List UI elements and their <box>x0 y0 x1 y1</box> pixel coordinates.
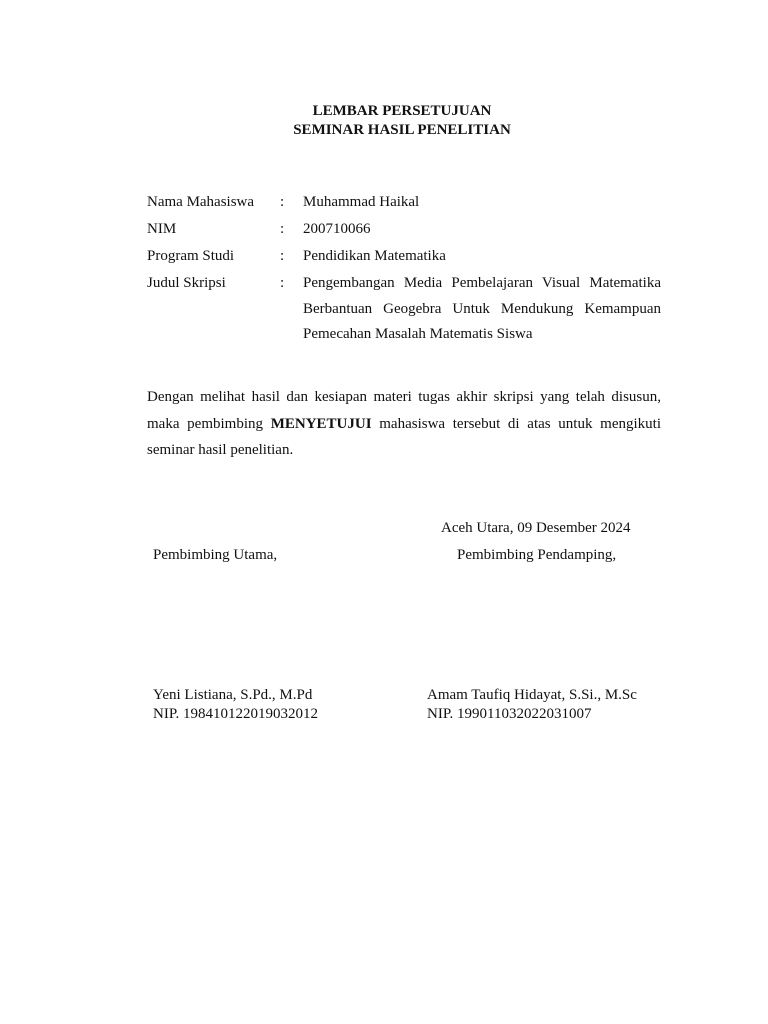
info-colon: : <box>280 194 285 210</box>
info-label: NIM <box>147 221 177 237</box>
second-supervisor-signature-block <box>427 686 637 723</box>
approval-keyword: MENYETUJUI <box>270 415 372 432</box>
info-label: Program Studi <box>147 248 235 264</box>
second-supervisor-nip: NIP. 199011032022031007 <box>427 705 592 722</box>
info-row-nim <box>147 220 661 239</box>
info-row-program <box>147 247 661 266</box>
place-date: Aceh Utara, 09 Desember 2024 <box>441 520 631 536</box>
main-supervisor-role: Pembimbing Utama, <box>153 547 278 563</box>
info-colon: : <box>280 221 285 237</box>
info-value: 200710066 <box>303 221 371 237</box>
second-supervisor-name: Amam Taufiq Hidayat, S.Si., M.Sc <box>427 687 637 703</box>
info-value: Pengembangan Media Pembelajaran Visual Matematika Berbantuan Geogebra Untuk Mendukung Kemampuan Pemecahan Masalah Matematis Siswa <box>303 275 661 342</box>
info-row-thesis-title <box>147 274 661 348</box>
info-row-name <box>147 193 661 212</box>
info-value: Muhammad Haikal <box>303 194 420 210</box>
student-info-table <box>147 193 661 356</box>
document-title <box>0 102 768 140</box>
info-colon: : <box>280 275 285 291</box>
approval-paragraph <box>147 384 661 464</box>
title-line-2: SEMINAR HASIL PENELITIAN <box>293 122 511 138</box>
main-supervisor-signature-block <box>153 686 318 723</box>
info-colon: : <box>280 248 285 264</box>
second-supervisor-role: Pembimbing Pendamping, <box>457 547 617 563</box>
info-value: Pendidikan Matematika <box>303 248 446 264</box>
info-label: Nama Mahasiswa <box>147 194 255 210</box>
title-line-1: LEMBAR PERSETUJUAN <box>312 103 492 119</box>
info-label: Judul Skripsi <box>147 275 226 291</box>
main-supervisor-nip: NIP. 198410122019032012 <box>153 705 319 722</box>
main-supervisor-name: Yeni Listiana, S.Pd., M.Pd <box>153 687 313 703</box>
paragraph-text-after: mahasiswa tersebut di atas untuk mengikuti seminar hasil penelitian. <box>147 415 661 458</box>
paragraph-text-before: Dengan melihat hasil dan kesiapan materi tugas akhir skripsi yang telah disusun, maka pembimbing <box>147 389 661 432</box>
